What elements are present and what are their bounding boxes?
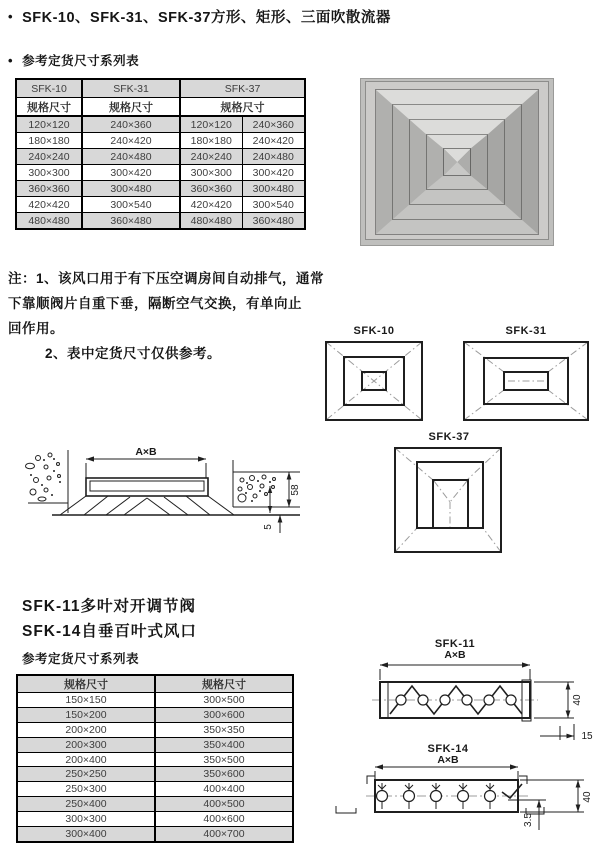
table-cell: 200×300 bbox=[17, 737, 155, 752]
concrete-speckles-left bbox=[26, 453, 62, 501]
gap-5-label: 5 bbox=[263, 524, 274, 530]
table-cell: 150×150 bbox=[17, 693, 155, 708]
col-header-sfk37: SFK-37 bbox=[180, 79, 305, 98]
table-row bbox=[17, 782, 293, 797]
sfk11-label: SFK-11 bbox=[434, 638, 476, 650]
cross-section-drawing bbox=[2, 436, 304, 548]
table-cell: 180×180 bbox=[16, 133, 82, 149]
table-cell: 250×400 bbox=[17, 797, 155, 812]
sfk10-plan-drawing bbox=[318, 324, 430, 426]
table1-body bbox=[16, 116, 305, 229]
col-header-sfk10: SFK-10 bbox=[16, 79, 82, 98]
table-cell: 120×120 bbox=[16, 116, 82, 133]
table-cell: 350×500 bbox=[155, 752, 293, 767]
note-line: 回作用。 bbox=[8, 321, 64, 336]
table-cell: 240×240 bbox=[180, 149, 242, 165]
notes-block bbox=[8, 266, 328, 366]
table-cell: 300×300 bbox=[180, 165, 242, 181]
table-cell: 360×360 bbox=[16, 181, 82, 197]
note-line: 下靠顺阀片自重下垂，隔断空气交换，有单向止 bbox=[8, 296, 302, 311]
table-cell: 240×480 bbox=[82, 149, 180, 165]
table-cell: 300×480 bbox=[242, 181, 305, 197]
table-cell: 180×180 bbox=[180, 133, 242, 149]
table2-body bbox=[17, 693, 293, 842]
table-cell: 350×350 bbox=[155, 722, 293, 737]
table-cell: 300×300 bbox=[16, 165, 82, 181]
table-cell: 240×360 bbox=[242, 116, 305, 133]
table1-caption bbox=[8, 51, 139, 69]
spec-size-header: 规格尺寸 bbox=[17, 675, 155, 693]
table-cell: 400×600 bbox=[155, 812, 293, 827]
spec-size-header: 规格尺寸 bbox=[16, 98, 82, 117]
table-header-row bbox=[16, 79, 305, 98]
table-row bbox=[17, 752, 293, 767]
table1-caption-text: 参考定货尺寸系列表 bbox=[22, 54, 140, 68]
bullet-icon: • bbox=[8, 52, 14, 68]
table-row bbox=[16, 213, 305, 230]
spec-size-header: 规格尺寸 bbox=[155, 675, 293, 693]
table-cell: 250×300 bbox=[17, 782, 155, 797]
square-diffuser-photo bbox=[360, 78, 554, 246]
table-cell: 300×540 bbox=[242, 197, 305, 213]
table-row bbox=[16, 116, 305, 133]
table-cell: 200×400 bbox=[17, 752, 155, 767]
table-row bbox=[16, 197, 305, 213]
table-cell: 420×420 bbox=[16, 197, 82, 213]
table-cell: 240×420 bbox=[82, 133, 180, 149]
table-row bbox=[16, 133, 305, 149]
table-cell: 400×700 bbox=[155, 827, 293, 842]
table-cell: 300×420 bbox=[82, 165, 180, 181]
sfk11-axb-label: A×B bbox=[444, 649, 466, 661]
table-cell: 300×500 bbox=[155, 693, 293, 708]
table-cell: 360×480 bbox=[82, 213, 180, 230]
col-header-sfk31: SFK-31 bbox=[82, 79, 180, 98]
table-cell: 300×400 bbox=[17, 827, 155, 842]
table-row bbox=[17, 722, 293, 737]
sfk31-plan-drawing bbox=[458, 324, 594, 426]
table-header-row bbox=[17, 675, 293, 693]
sfk31-label: SFK-31 bbox=[505, 325, 547, 337]
table-row bbox=[17, 707, 293, 722]
table-row bbox=[17, 693, 293, 708]
table-cell: 350×400 bbox=[155, 737, 293, 752]
sfk37-plan-drawing bbox=[388, 428, 508, 558]
bullet-icon: • bbox=[8, 9, 14, 24]
table-row bbox=[16, 165, 305, 181]
table-cell: 400×500 bbox=[155, 797, 293, 812]
sfk11-depth-label: 15 bbox=[581, 731, 593, 742]
sfk14-section-drawing bbox=[330, 742, 608, 852]
table-cell: 360×360 bbox=[180, 181, 242, 197]
sfk10-label: SFK-10 bbox=[353, 325, 395, 337]
table-row bbox=[16, 149, 305, 165]
table-cell: 400×400 bbox=[155, 782, 293, 797]
table-cell: 120×120 bbox=[180, 116, 242, 133]
table-row bbox=[17, 797, 293, 812]
sfk14-label: SFK-14 bbox=[427, 743, 469, 755]
note-line: 注：1、该风口用于有下压空调房间自动排气，通常 bbox=[8, 271, 325, 286]
table-cell: 300×600 bbox=[155, 707, 293, 722]
table-cell: 360×480 bbox=[242, 213, 305, 230]
size-table-sfk11-14 bbox=[16, 674, 294, 843]
table-cell: 300×480 bbox=[82, 181, 180, 197]
table-cell: 300×300 bbox=[17, 812, 155, 827]
table-cell: 480×480 bbox=[16, 213, 82, 230]
sfk14-height-label: 40 bbox=[582, 791, 593, 803]
spec-size-header: 规格尺寸 bbox=[82, 98, 180, 117]
sfk11-section-title: SFK-11多叶对开调节阀 bbox=[22, 598, 197, 615]
sfk14-section-title: SFK-14自垂百叶式风口 bbox=[22, 623, 197, 640]
louver-pivots bbox=[377, 783, 496, 809]
page-title bbox=[8, 6, 391, 27]
spec-size-header: 规格尺寸 bbox=[180, 98, 305, 117]
table-cell: 350×600 bbox=[155, 767, 293, 782]
table-cell: 300×420 bbox=[242, 165, 305, 181]
page-title-text: SFK-10、SFK-31、SFK-37方形、矩形、三面吹散流器 bbox=[22, 10, 391, 26]
table2-caption: 参考定货尺寸系列表 bbox=[22, 652, 140, 666]
note-line: 2、表中定货尺寸仅供参考。 bbox=[45, 346, 222, 361]
table-cell: 480×480 bbox=[180, 213, 242, 230]
table-cell: 420×420 bbox=[180, 197, 242, 213]
sfk11-height-label: 40 bbox=[572, 694, 583, 706]
sfk11-section-drawing bbox=[334, 636, 606, 744]
table-cell: 240×240 bbox=[16, 149, 82, 165]
height-58-label: 58 bbox=[290, 484, 301, 496]
table-cell: 200×200 bbox=[17, 722, 155, 737]
table-subheader-row bbox=[16, 98, 305, 117]
table-row bbox=[17, 737, 293, 752]
table-row bbox=[17, 812, 293, 827]
table-cell: 300×540 bbox=[82, 197, 180, 213]
size-table-sfk10-31-37 bbox=[15, 78, 306, 230]
sfk14-lip-label: 3.5 bbox=[523, 813, 534, 827]
table-cell: 150×200 bbox=[17, 707, 155, 722]
table-row bbox=[16, 181, 305, 197]
sfk14-axb-label: A×B bbox=[437, 754, 459, 766]
table-row bbox=[17, 827, 293, 842]
axb-dimension-label: A×B bbox=[135, 446, 157, 458]
table-cell: 240×420 bbox=[242, 133, 305, 149]
table-cell: 250×250 bbox=[17, 767, 155, 782]
table-row bbox=[17, 767, 293, 782]
table-cell: 240×480 bbox=[242, 149, 305, 165]
sfk37-label: SFK-37 bbox=[428, 431, 470, 443]
diffuser-cone-center bbox=[444, 149, 470, 175]
table-cell: 240×360 bbox=[82, 116, 180, 133]
